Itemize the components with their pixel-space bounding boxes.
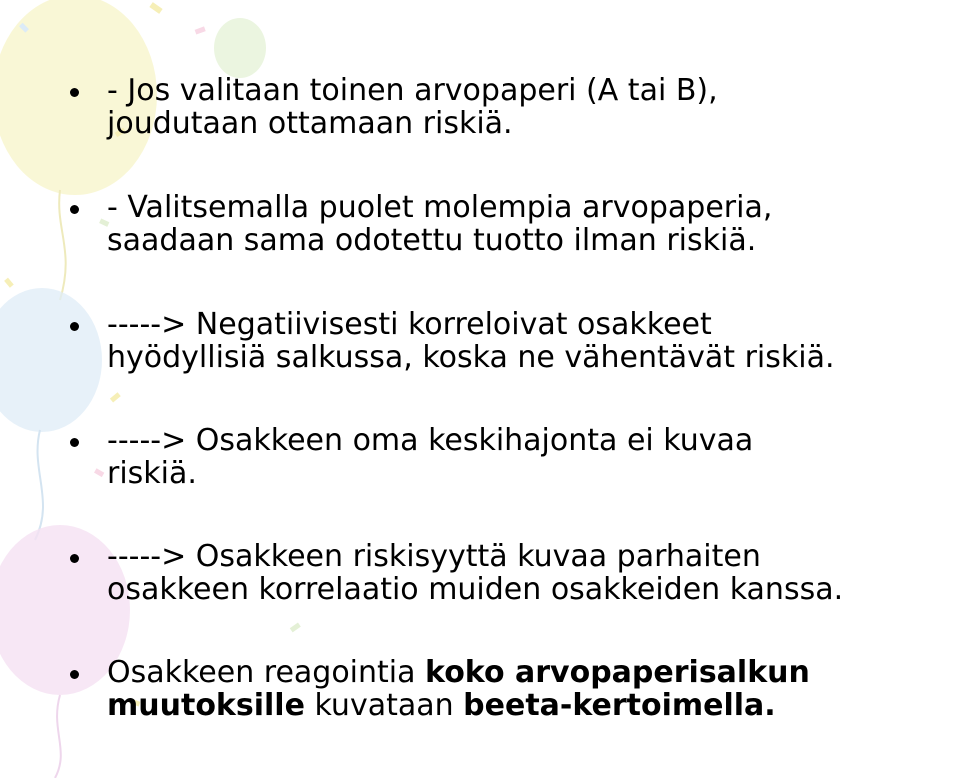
- bullet-dot-icon: [70, 88, 79, 97]
- bullet-dot-icon: [70, 554, 79, 563]
- bullet-item: [70, 656, 950, 722]
- text-normal: kuvataan: [304, 688, 464, 723]
- bullet-text: - Valitsemalla puolet molempia arvopaperia, saadaan sama odotettu tuotto ilman riskiä.: [107, 190, 773, 258]
- bullet-item: [70, 74, 950, 140]
- bullet-text: -----> Osakkeen oma keskihajonta ei kuvaa riskiä.: [107, 423, 754, 491]
- bullet-text: -----> Osakkeen riskisyyttä kuvaa parhaiten osakkeen korrelaatio muiden osakkeiden kanssa.: [107, 539, 844, 607]
- bullet-dot-icon: [70, 205, 79, 214]
- bullet-item: [70, 540, 950, 606]
- bullet-item: [70, 308, 950, 374]
- bullet-dot-icon: [70, 670, 79, 679]
- bullet-item: [70, 424, 950, 490]
- bullet-text: -----> Negatiivisesti korreloivat osakkeet hyödyllisiä salkussa, koska ne vähentävät riskiä.: [107, 307, 835, 375]
- text-bold: beeta-kertoimella.: [463, 688, 776, 723]
- bullet-item: [70, 191, 950, 257]
- text-bold: muutoksille: [107, 688, 305, 723]
- bullet-dot-icon: [70, 438, 79, 447]
- bullet-text: - Jos valitaan toinen arvopaperi (A tai B), joudutaan ottamaan riskiä.: [107, 73, 718, 141]
- bullet-text-rich: [107, 656, 950, 722]
- text-bold: koko arvopaperisalkun: [425, 655, 810, 690]
- bullet-dot-icon: [70, 322, 79, 331]
- text-normal: Osakkeen reagointia: [107, 655, 426, 690]
